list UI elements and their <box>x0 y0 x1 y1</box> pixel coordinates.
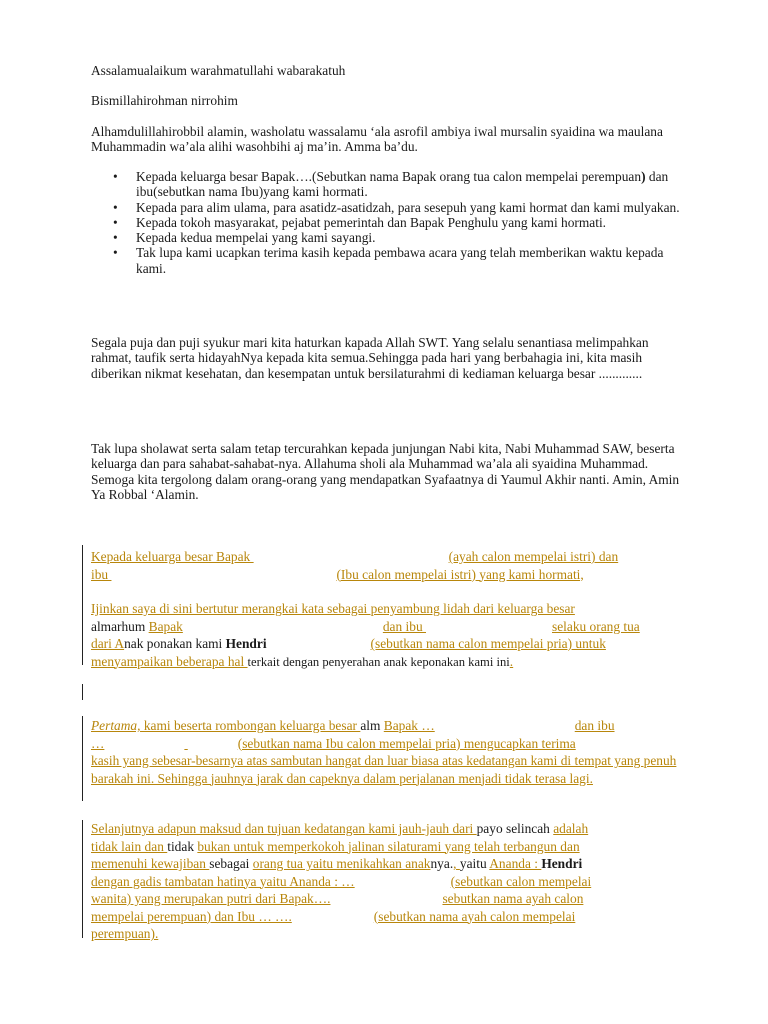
bullet-icon: • <box>113 199 118 215</box>
list-item: • Kepada para alim ulama, para asatidz-asatidzah, para sesepuh yang kami hormat dan kami mulyakan. <box>113 199 680 215</box>
list-item: • Kepada keluarga besar Bapak….(Sebutkan nama Bapak orang tua calon mempelai perempuan) dan ibu(sebutkan nama Ibu)yang kami hormati. <box>113 169 669 200</box>
list-item: • Kepada kedua mempelai yang kami sayangi. <box>113 230 376 246</box>
greeting: Assalamualaikum warahmatullahi wabarakatuh <box>91 63 346 78</box>
tracked-paragraph-2: Ijinkan saya di sini bertutur merangkai kata sebagai penyambung lidah dari keluarga besar almarhum Bapak dan ibu selaku orang tua dari Anak ponakan kami Hendri (sebutkan nama calon mempelai pria) untuk menyampaikan beberapa hal terkait dengan penyerahan anak keponakan kami ini. <box>91 601 640 669</box>
tracked-paragraph-1: Kepada keluarga besar Bapak (ayah calon mempelai istri) dan ibu (Ibu calon mempelai istri) yang kami hormati, <box>91 549 619 582</box>
revision-bar <box>82 716 83 801</box>
revision-bar <box>82 684 83 700</box>
basmalah: Bismillahirohman nirrohim <box>91 93 238 108</box>
praise-paragraph: Segala puja dan puji syukur mari kita haturkan kapada Allah SWT. Yang selalu senantiasa melimpahkan rahmat, taufik serta hidayahNya kepada kita semua.Sehingga pada hari yang berbahagia ini, kita masih diberikan nikmat kesehatan, dan kesempatan untuk bersilaturahmi di kediaman keluarga besar ............. <box>91 335 649 381</box>
salutation-list <box>91 169 681 276</box>
bullet-icon: • <box>113 230 118 246</box>
tracked-paragraph-4: Selanjutnya adapun maksud dan tujuan kedatangan kami jauh-jauh dari payo selincah adalah tidak lain dan tidak bukan untuk memperkokoh jalinan silaturami yang telah terbangun dan memenuhi kewajiban sebagai orang tua yaitu menikahkan anaknya., yaitu Ananda : Hendri dengan gadis tambatan hatinya yaitu Ananda : … (sebutkan calon mempelai wanita) yang merupakan putri dari Bapak…. sebutkan nama ayah calon mempelai perempuan) dan Ibu … …. (sebutkan nama ayah calon mempelai perempuan). <box>91 821 592 941</box>
bullet-icon: • <box>113 169 118 184</box>
list-item: • Tak lupa kami ucapkan terima kasih kepada pembawa acara yang telah memberikan waktu kepada kami. <box>113 245 664 276</box>
revision-bar <box>82 545 83 665</box>
sholawat-paragraph: Tak lupa sholawat serta salam tetap tercurahkan kepada junjungan Nabi kita, Nabi Muhammad SAW, beserta keluarga dan para sahabat-sahabat-nya. Allahuma sholi ala Muhammad wa’ala ali syaidina Muhammad. Semoga kita tergolong dalam orang-orang yang mendapatkan Syafaatnya di Yaumul Akhir nanti. Amin, Amin Ya Robbal ‘Alamin. <box>91 441 680 502</box>
opening-paragraph: Alhamdulillahirobbil alamin, washolatu wassalamu ‘ala asrofil ambiya iwal mursalin syaidina wa maulana Muhammadin wa’ala alihi wasohbihi aj ma’in. Amma ba’du. <box>91 124 663 155</box>
tracked-paragraph-3: Pertama, kami beserta rombongan keluarga besar alm Bapak … dan ibu … (sebutkan nama Ibu calon mempelai pria) mengucapkan terima kasih yang sebesar-besarnya atas sambutan hangat dan luar biasa atas kedatangan kami di tempat yang penuh barakah ini. Sehingga jauhnya jarak dan capeknya dalam perjalanan menjadi tidak terasa lagi. <box>91 718 677 786</box>
revision-bar <box>82 820 83 938</box>
bullet-icon: • <box>113 245 118 261</box>
bullet-icon: • <box>113 214 118 230</box>
list-item: • Kepada tokoh masyarakat, pejabat pemerintah dan Bapak Penghulu yang kami hormati. <box>113 214 607 230</box>
